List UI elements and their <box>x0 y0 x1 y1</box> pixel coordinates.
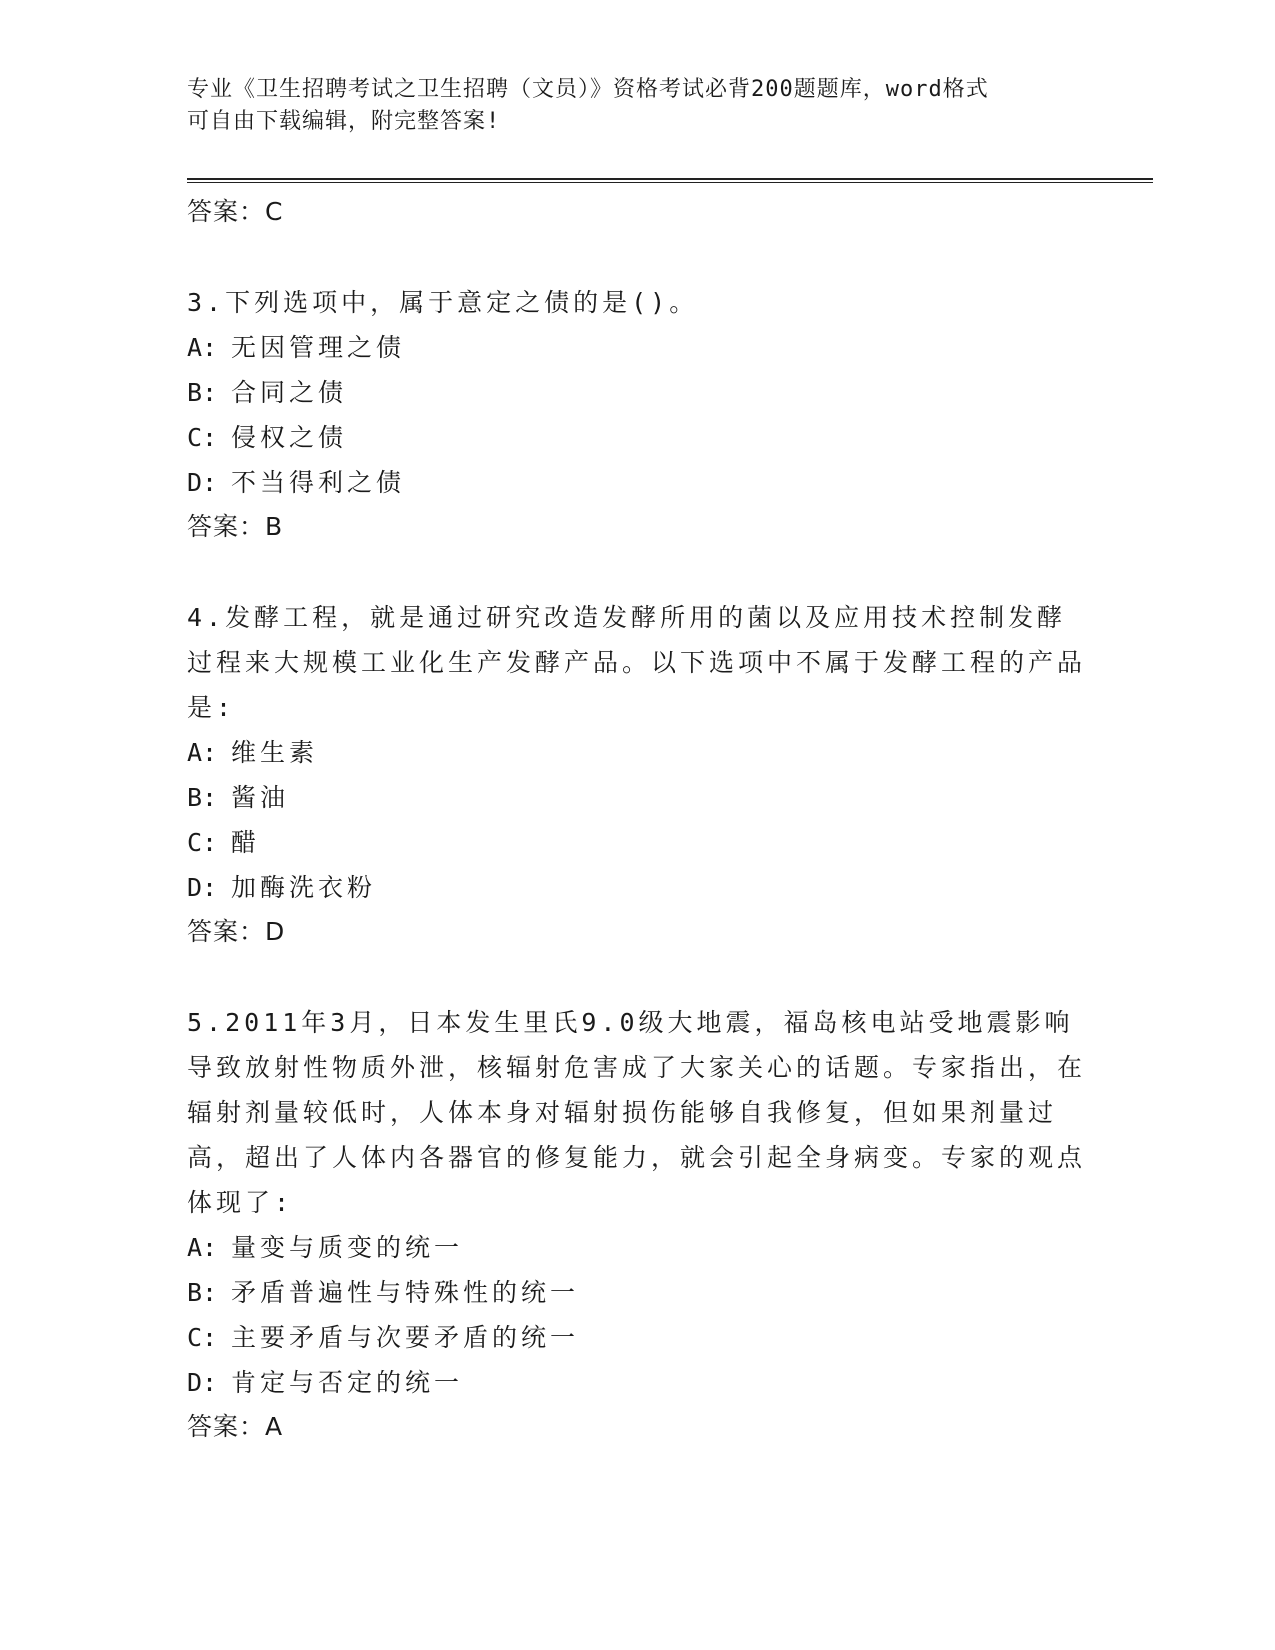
question-stem: 3.下列选项中，属于意定之债的是()。 <box>187 288 699 317</box>
option-text: 维生素 <box>231 738 319 767</box>
option-letter: D: <box>187 873 218 902</box>
option-b <box>187 370 1087 415</box>
option-letter: D: <box>187 1368 218 1397</box>
question-stem: 4.发酵工程，就是通过研究改造发酵所用的菌以及应用技术控制发酵过程来大规模工业化生产发酵产品。以下选项中不属于发酵工程的产品是: <box>187 603 1087 722</box>
header-line-1: 专业《卫生招聘考试之卫生招聘（文员）》资格考试必背200题题库，word格式 <box>187 77 989 102</box>
option-b <box>187 1270 1087 1315</box>
option-letter: A: <box>187 1233 218 1262</box>
option-letter: B: <box>187 783 218 812</box>
option-c <box>187 1315 1087 1360</box>
answer-line: 答案：C <box>187 197 284 226</box>
option-letter: A: <box>187 333 218 362</box>
option-letter: A: <box>187 738 218 767</box>
document-body <box>187 190 1087 1449</box>
option-text: 量变与质变的统一 <box>231 1233 464 1262</box>
question-stem: 5.2011年3月，日本发生里氏9.0级大地震，福岛核电站受地震影响导致放射性物质外泄，核辐射危害成了大家关心的话题。专家指出，在辐射剂量较低时，人体本身对辐射损伤能够自我修复，但如果剂量过高，超出了人体内各器官的修复能力，就会引起全身病变。专家的观点体现了: <box>187 1008 1087 1217</box>
option-text: 主要矛盾与次要矛盾的统一 <box>231 1323 580 1352</box>
option-d <box>187 865 1087 910</box>
option-b <box>187 775 1087 820</box>
option-text: 无因管理之债 <box>231 333 406 362</box>
answer-line: 答案：D <box>187 917 286 946</box>
header-divider <box>187 178 1153 183</box>
option-letter: C: <box>187 1323 218 1352</box>
option-a <box>187 1225 1087 1270</box>
option-c <box>187 820 1087 865</box>
header-line-2: 可自由下载编辑，附完整答案! <box>187 109 501 134</box>
option-d <box>187 460 1087 505</box>
option-text: 加酶洗衣粉 <box>231 873 377 902</box>
option-text: 侵权之债 <box>231 423 348 452</box>
option-text: 酱油 <box>231 783 290 812</box>
answer-line: 答案：A <box>187 1412 284 1441</box>
page-header <box>187 74 1067 138</box>
option-letter: B: <box>187 1278 218 1307</box>
question-4 <box>187 595 1087 954</box>
option-letter: C: <box>187 423 218 452</box>
option-text: 矛盾普遍性与特殊性的统一 <box>231 1278 580 1307</box>
answer-line: 答案：B <box>187 512 284 541</box>
option-c <box>187 415 1087 460</box>
option-text: 肯定与否定的统一 <box>231 1368 464 1397</box>
option-letter: B: <box>187 378 218 407</box>
option-text: 醋 <box>231 828 261 857</box>
option-text: 不当得利之债 <box>231 468 406 497</box>
question-5 <box>187 1000 1087 1449</box>
question-3 <box>187 280 1087 549</box>
option-text: 合同之债 <box>231 378 348 407</box>
option-d <box>187 1360 1087 1405</box>
option-letter: D: <box>187 468 218 497</box>
option-a <box>187 325 1087 370</box>
option-a <box>187 730 1087 775</box>
option-letter: C: <box>187 828 218 857</box>
